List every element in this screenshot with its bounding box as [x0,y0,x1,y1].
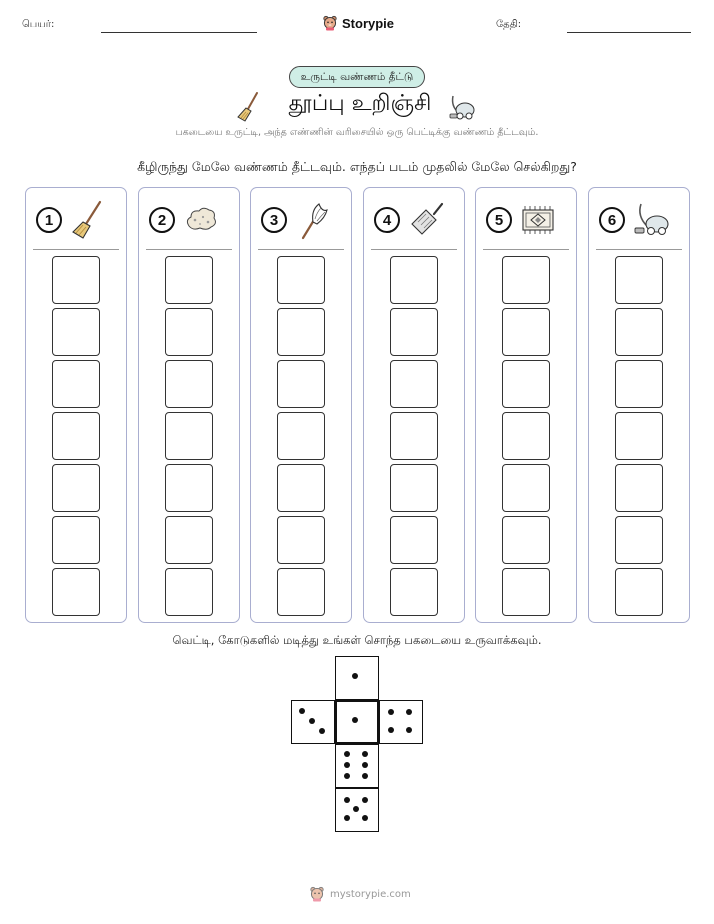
die-pip [362,797,368,803]
color-box[interactable] [615,412,663,460]
column-1 [25,187,127,623]
die-face-5[interactable] [335,788,379,832]
die-face-1[interactable] [335,700,379,744]
dust-cloud-icon [183,200,219,240]
color-box[interactable] [502,568,550,616]
dustpan-icon [408,200,444,240]
die-pip [352,717,358,723]
color-box[interactable] [52,516,100,564]
column-3 [250,187,352,623]
color-box[interactable] [390,516,438,564]
die-pip [299,708,305,714]
color-box[interactable] [277,308,325,356]
die-pip [344,797,350,803]
name-label: பெயர்: [22,19,55,30]
vacuum-cleaner-icon [448,92,476,122]
storypie-mascot-icon [322,15,338,31]
column-divider [596,249,682,250]
die-pip [344,815,350,821]
die-pip [388,727,394,733]
die-pip [344,762,350,768]
color-box[interactable] [52,464,100,512]
color-box[interactable] [165,412,213,460]
date-label: தேதி: [496,19,522,30]
color-box[interactable] [165,308,213,356]
die-pip [362,762,368,768]
storypie-mascot-icon [309,886,325,902]
column-divider [146,249,232,250]
color-box[interactable] [390,360,438,408]
column-2 [138,187,240,623]
color-box[interactable] [502,464,550,512]
color-box[interactable] [615,256,663,304]
column-6 [588,187,690,623]
column-4 [363,187,465,623]
color-box[interactable] [502,516,550,564]
column-5 [475,187,577,623]
color-box[interactable] [615,308,663,356]
die-pip [362,815,368,821]
brand-logo [322,12,402,34]
color-box[interactable] [52,360,100,408]
activity-badge [289,66,425,88]
color-box[interactable] [52,412,100,460]
feather-duster-icon [295,200,331,240]
rug-icon [520,200,556,240]
color-box[interactable] [390,464,438,512]
die-pip [309,718,315,724]
vacuum-cleaner-icon [633,200,671,240]
color-box[interactable] [390,568,438,616]
color-box[interactable] [277,464,325,512]
color-box[interactable] [165,360,213,408]
broom-icon [70,200,106,240]
page-title: தூப்பு உறிஞ்சி [288,91,432,116]
die-pip [344,751,350,757]
column-header [599,200,671,240]
column-divider [371,249,457,250]
die-pip [344,773,350,779]
instruction-text: பகடையை உருட்டி, அந்த எண்ணின் வரிசையில் ஒரு பெட்டிக்கு வண்ணம் தீட்டவும். [175,127,539,138]
name-line[interactable] [101,32,257,33]
die-pip [352,673,358,679]
color-box[interactable] [615,464,663,512]
column-divider [33,249,119,250]
color-box[interactable] [615,360,663,408]
column-header [261,200,331,240]
die-pip [319,728,325,734]
color-box[interactable] [390,256,438,304]
column-divider [258,249,344,250]
column-number: 1 [36,207,62,233]
footer [309,886,411,902]
column-number: 3 [261,207,287,233]
color-box[interactable] [52,256,100,304]
color-box[interactable] [277,568,325,616]
color-box[interactable] [52,568,100,616]
column-number: 6 [599,207,625,233]
die-pip [388,709,394,715]
footer-url[interactable]: mystorypie.com [330,888,411,900]
die-pip [362,751,368,757]
color-box[interactable] [165,568,213,616]
die-face-4[interactable] [379,700,423,744]
die-pip [353,806,359,812]
die-pip [406,727,412,733]
color-box[interactable] [502,412,550,460]
color-box[interactable] [390,412,438,460]
column-number: 2 [149,207,175,233]
activity-badge-text: உருட்டி வண்ணம் தீட்டு [300,70,414,83]
question-text: கீழிருந்து மேலே வண்ணம் தீட்டவும். எந்தப் படம் முதலில் மேலே செல்கிறது? [137,159,577,174]
color-box[interactable] [165,256,213,304]
color-box[interactable] [165,516,213,564]
column-header [486,200,556,240]
column-header [36,200,106,240]
date-line[interactable] [567,32,691,33]
color-box[interactable] [165,464,213,512]
color-box[interactable] [502,360,550,408]
color-box[interactable] [277,516,325,564]
die-face-3[interactable] [291,700,335,744]
column-number: 4 [374,207,400,233]
color-box[interactable] [502,308,550,356]
color-box[interactable] [277,256,325,304]
color-box[interactable] [502,256,550,304]
column-divider [483,249,569,250]
column-header [374,200,444,240]
broom-icon [236,91,262,123]
die-face-1[interactable] [335,656,379,700]
color-box[interactable] [277,360,325,408]
column-number: 5 [486,207,512,233]
color-box[interactable] [615,516,663,564]
brand-name: Storypie [342,15,395,31]
color-box[interactable] [390,308,438,356]
die-pip [362,773,368,779]
color-box[interactable] [277,412,325,460]
die-pip [406,709,412,715]
color-box[interactable] [52,308,100,356]
die-face-6[interactable] [335,744,379,788]
die-net-instruction: வெட்டி, கோடுகளில் மடித்து உங்கள் சொந்த பகடையை உருவாக்கவும். [172,633,542,647]
color-box[interactable] [615,568,663,616]
column-header [149,200,219,240]
